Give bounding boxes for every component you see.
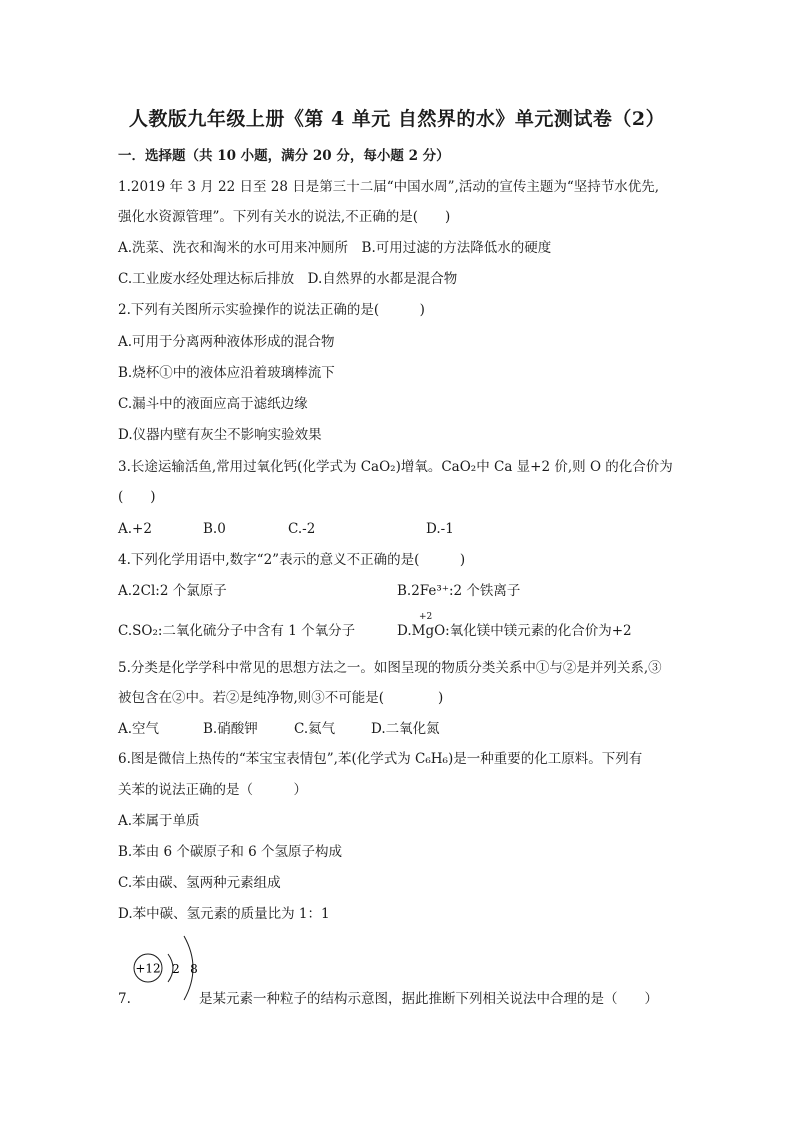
q3-option-b: B.0 — [203, 521, 226, 537]
q1-options-ab: A.洗菜、洗衣和淘米的水可用来冲厕所 B.可用过滤的方法降低水的硬度 — [118, 240, 552, 256]
q2-option-b: B.烧杯①中的液体应沿着玻璃棒流下 — [118, 365, 335, 381]
nucleus-charge: +12 — [135, 961, 161, 976]
q3-option-c: C.-2 — [288, 521, 316, 537]
q1-stem-line2: 强化水资源管理”。下列有关水的说法,不正确的是( ) — [118, 209, 451, 225]
q5-option-a: A.空气 — [118, 721, 160, 737]
q1-stem-line1: 1.2019 年 3 月 22 日至 28 日是第三十二届“中国水周”,活动的宣传主题为“坚持节水优先, — [118, 179, 660, 195]
q4-option-c: C.SO₂:二氧化硫分子中含有 1 个氧分子 — [118, 623, 356, 639]
q3-stem-line1: 3.长途运输活鱼,常用过氧化钙(化学式为 CaO₂)增氧。CaO₂中 Ca 显+2 价,则 O 的化合价为 — [118, 459, 673, 475]
shell1-electrons: 2 — [172, 962, 180, 976]
q3-option-a: A.+2 — [118, 521, 152, 537]
shell2-electrons: 8 — [190, 962, 198, 976]
q4-option-d: D.MgO:氧化镁中镁元素的化合价为+2 — [397, 623, 632, 639]
q4-stem: 4.下列化学用语中,数字“2”表示的意义不正确的是( ) — [118, 552, 466, 568]
q3-stem-line2: ( ) — [118, 489, 156, 505]
section-heading: 一．选择题（共 10 小题，满分 20 分，每小题 2 分） — [118, 148, 450, 164]
q4-option-b: B.2Fe³⁺:2 个铁离子 — [397, 583, 521, 599]
q6-option-c: C.苯由碳、氢两种元素组成 — [118, 875, 281, 891]
q6-stem-line2: 关苯的说法正确的是（ ） — [118, 782, 307, 798]
q3-option-d: D.-1 — [426, 521, 454, 537]
page-title: 人教版九年级上册《第 4 单元 自然界的水》单元测试卷（2） — [128, 108, 666, 130]
atom-structure-diagram — [128, 932, 208, 1004]
q4-valence-mark: +2 — [419, 612, 433, 622]
q4-option-a: A.2Cl:2 个氯原子 — [118, 583, 227, 599]
q6-option-a: A.苯属于单质 — [118, 813, 200, 829]
q7-stem: 是某元素一种粒子的结构示意图，据此推断下列相关说法中合理的是（ ） — [199, 991, 658, 1007]
q2-option-a: A.可用于分离两种液体形成的混合物 — [118, 334, 335, 350]
q6-stem-line1: 6.图是微信上热传的“苯宝宝表情包”,苯(化学式为 C₆H₆)是一种重要的化工原料。下列有 — [118, 751, 643, 767]
q5-option-c: C.氦气 — [294, 721, 336, 737]
q5-stem-line1: 5.分类是化学学科中常见的思想方法之一。如图呈现的物质分类关系中①与②是并列关系,③ — [118, 660, 662, 676]
q6-option-d: D.苯中碳、氢元素的质量比为 1：1 — [118, 906, 330, 922]
q5-stem-line2: 被包含在②中。若②是纯净物,则③不可能是( ) — [118, 690, 444, 706]
q2-option-d: D.仪器内壁有灰尘不影响实验效果 — [118, 427, 322, 443]
q5-option-d: D.二氧化氮 — [371, 721, 440, 737]
q7-number: 7. — [118, 991, 131, 1007]
q2-stem: 2.下列有关图所示实验操作的说法正确的是( ) — [118, 302, 425, 318]
q2-option-c: C.漏斗中的液面应高于滤纸边缘 — [118, 396, 308, 412]
q1-options-cd: C.工业废水经处理达标后排放 D.自然界的水都是混合物 — [118, 271, 458, 287]
q5-option-b: B.硝酸钾 — [203, 721, 258, 737]
q6-option-b: B.苯由 6 个碳原子和 6 个氢原子构成 — [118, 844, 343, 860]
